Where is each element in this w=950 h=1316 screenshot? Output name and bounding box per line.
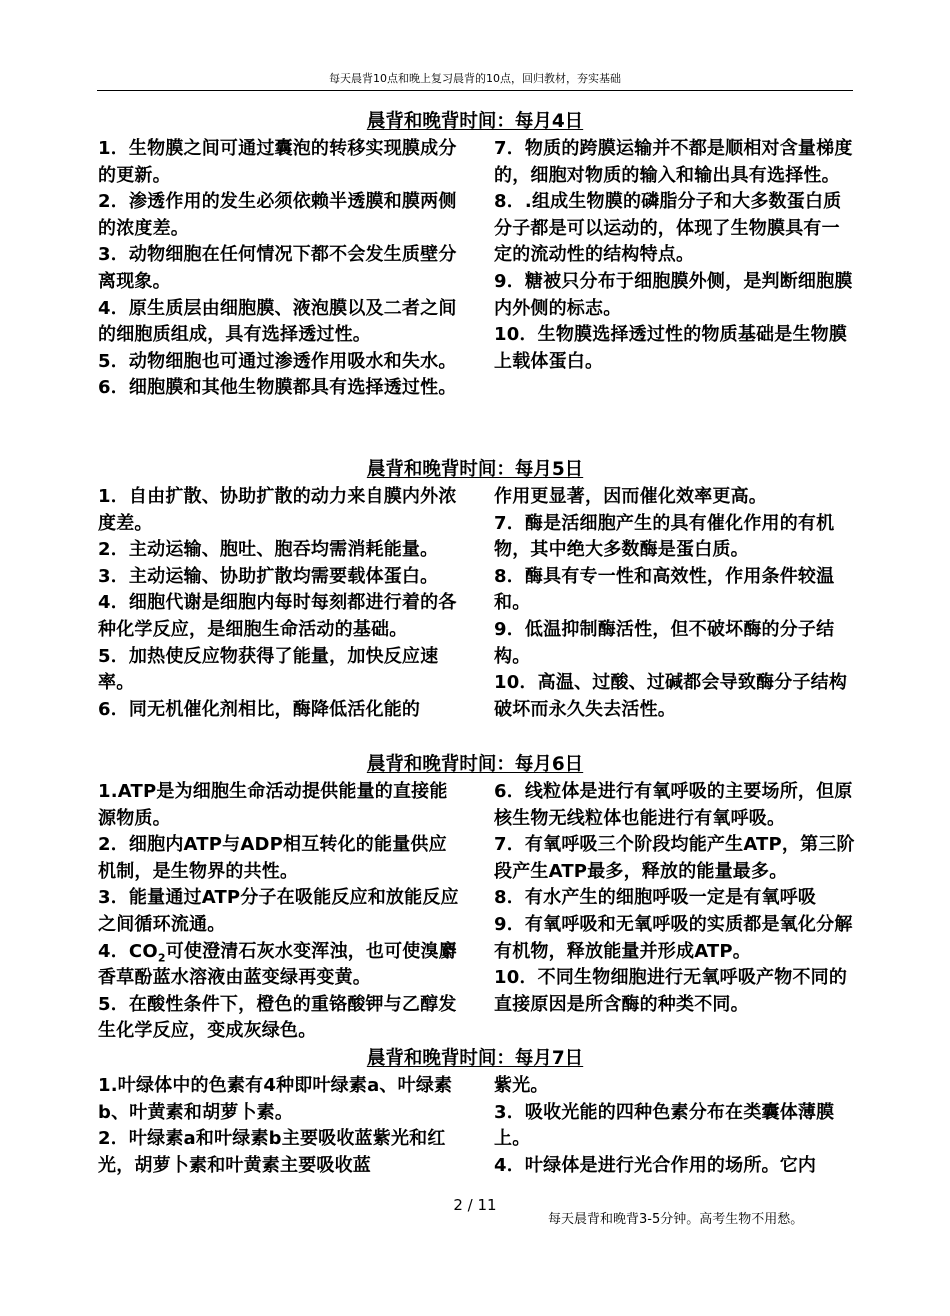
list-item: 10．不同生物细胞进行无氧呼吸产物不同的直接原因是所含酶的种类不同。 (494, 967, 848, 1015)
section-day-6-right-column (494, 779, 856, 1018)
page-header: 每天晨背10点和晚上复习晨背的10点，回归教材，夯实基础 (329, 72, 621, 85)
list-item: 3．主动运输、协助扩散均需要载体蛋白。 (98, 565, 439, 587)
list-item: 5．在酸性条件下，橙色的重铬酸钾与乙醇发生化学反应，变成灰绿色。 (98, 993, 457, 1042)
list-item: 8．有水产生的细胞呼吸一定是有氧呼吸 (494, 887, 817, 909)
list-item: 4．叶绿体是进行光合作用的场所。它内 (494, 1154, 817, 1176)
page-number: 2 / 11 (453, 1196, 497, 1214)
section-day-4-left-column (98, 136, 460, 402)
list-item: 紫光。 (494, 1075, 549, 1096)
page-footer: 每天晨背和晚背3-5分钟。高考生物不用愁。 (548, 1212, 804, 1227)
list-item: 7．酶是活细胞产生的具有催化作用的有机物，其中绝大多数酶是蛋白质。 (494, 512, 835, 561)
list-item: 5．加热使反应物获得了能量，加快反应速率。 (98, 645, 439, 694)
section-title-day-6: 晨背和晚背时间：每月6日 (366, 754, 584, 775)
list-item: 9．糖被只分布于细胞膜外侧，是判断细胞膜内外侧的标志。 (494, 270, 853, 319)
list-item: 作用更显著，因而催化效率更高。 (494, 486, 767, 507)
section-day-7-right-column (494, 1073, 856, 1179)
list-item: 5．动物细胞也可通过渗透作用吸水和失水。 (98, 350, 457, 372)
section-title-day-5: 晨背和晚背时间：每月5日 (366, 459, 584, 480)
list-item-co2: 4．$CO_2$可使澄清石灰水变浑浊，也可使溴麝香草酚蓝水溶液由蓝变绿再变黄。 (98, 940, 457, 989)
section-day-5-left-column (98, 484, 460, 723)
list-item: 6．细胞膜和其他生物膜都具有选择透过性。 (98, 377, 457, 399)
list-item: 1.ATP是为细胞生命活动提供能量的直接能源物质。 (98, 781, 448, 829)
list-item: 3．吸收光能的四种色素分布在类囊体薄膜上。 (494, 1101, 835, 1150)
list-item: 8．.组成生物膜的磷脂分子和大多数蛋白质分子都是可以运动的，体现了生物膜具有一定的流动性的结构特点。 (494, 191, 842, 266)
list-item: 8．酶具有专一性和高效性，作用条件较温和。 (494, 565, 835, 614)
header-rule (97, 90, 853, 91)
list-item: 9．有氧呼吸和无氧呼吸的实质都是氧化分解有机物，释放能量并形成ATP。 (494, 913, 853, 962)
section-title-day-4: 晨背和晚背时间：每月4日 (366, 111, 584, 132)
list-item: 1.叶绿体中的色素有4种即叶绿素a、叶绿素b、叶黄素和胡萝卜素。 (98, 1075, 453, 1123)
section-day-4-right-column (494, 136, 856, 375)
list-item: 1．生物膜之间可通过囊泡的转移实现膜成分的更新。 (98, 138, 457, 186)
list-item: 2．细胞内ATP与ADP相互转化的能量供应机制，是生物界的共性。 (98, 834, 447, 882)
list-item: 10．高温、过酸、过碱都会导致酶分子结构破坏而永久失去活性。 (494, 672, 848, 720)
list-item: 3．能量通过ATP分子在吸能反应和放能反应之间循环流通。 (98, 887, 459, 935)
list-item: 10．生物膜选择透过性的物质基础是生物膜上载体蛋白。 (494, 324, 848, 372)
list-item: 2．主动运输、胞吐、胞吞均需消耗能量。 (98, 539, 439, 561)
list-item: 2．渗透作用的发生必须依赖半透膜和膜两侧的浓度差。 (98, 191, 457, 239)
list-item: 6．同无机催化剂相比，酶降低活化能的 (98, 698, 421, 720)
list-item: 4．细胞代谢是细胞内每时每刻都进行着的各种化学反应，是细胞生命活动的基础。 (98, 592, 457, 640)
list-item: 9．低温抑制酶活性，但不破坏酶的分子结构。 (494, 618, 835, 667)
section-title-day-7: 晨背和晚背时间：每月7日 (366, 1048, 584, 1069)
section-day-6-left-column (98, 779, 460, 1045)
list-item: 2．叶绿素a和叶绿素b主要吸收蓝紫光和红光，胡萝卜素和叶黄素主要吸收蓝 (98, 1128, 446, 1176)
list-item: 6．线粒体是进行有氧呼吸的主要场所，但原核生物无线粒体也能进行有氧呼吸。 (494, 781, 853, 829)
list-item: 7．物质的跨膜运输并不都是顺相对含量梯度的，细胞对物质的输入和输出具有选择性。 (494, 138, 853, 186)
list-item: 7．有氧呼吸三个阶段均能产生ATP，第三阶段产生ATP最多，释放的能量最多。 (494, 834, 855, 882)
list-item: 4．原生质层由细胞膜、液泡膜以及二者之间的细胞质组成，具有选择透过性。 (98, 297, 457, 346)
list-item: 1．自由扩散、协助扩散的动力来自膜内外浓度差。 (98, 486, 457, 534)
list-item: 3．动物细胞在任何情况下都不会发生质壁分离现象。 (98, 244, 457, 292)
section-day-7-left-column (98, 1073, 460, 1179)
section-day-5-right-column (494, 484, 856, 723)
